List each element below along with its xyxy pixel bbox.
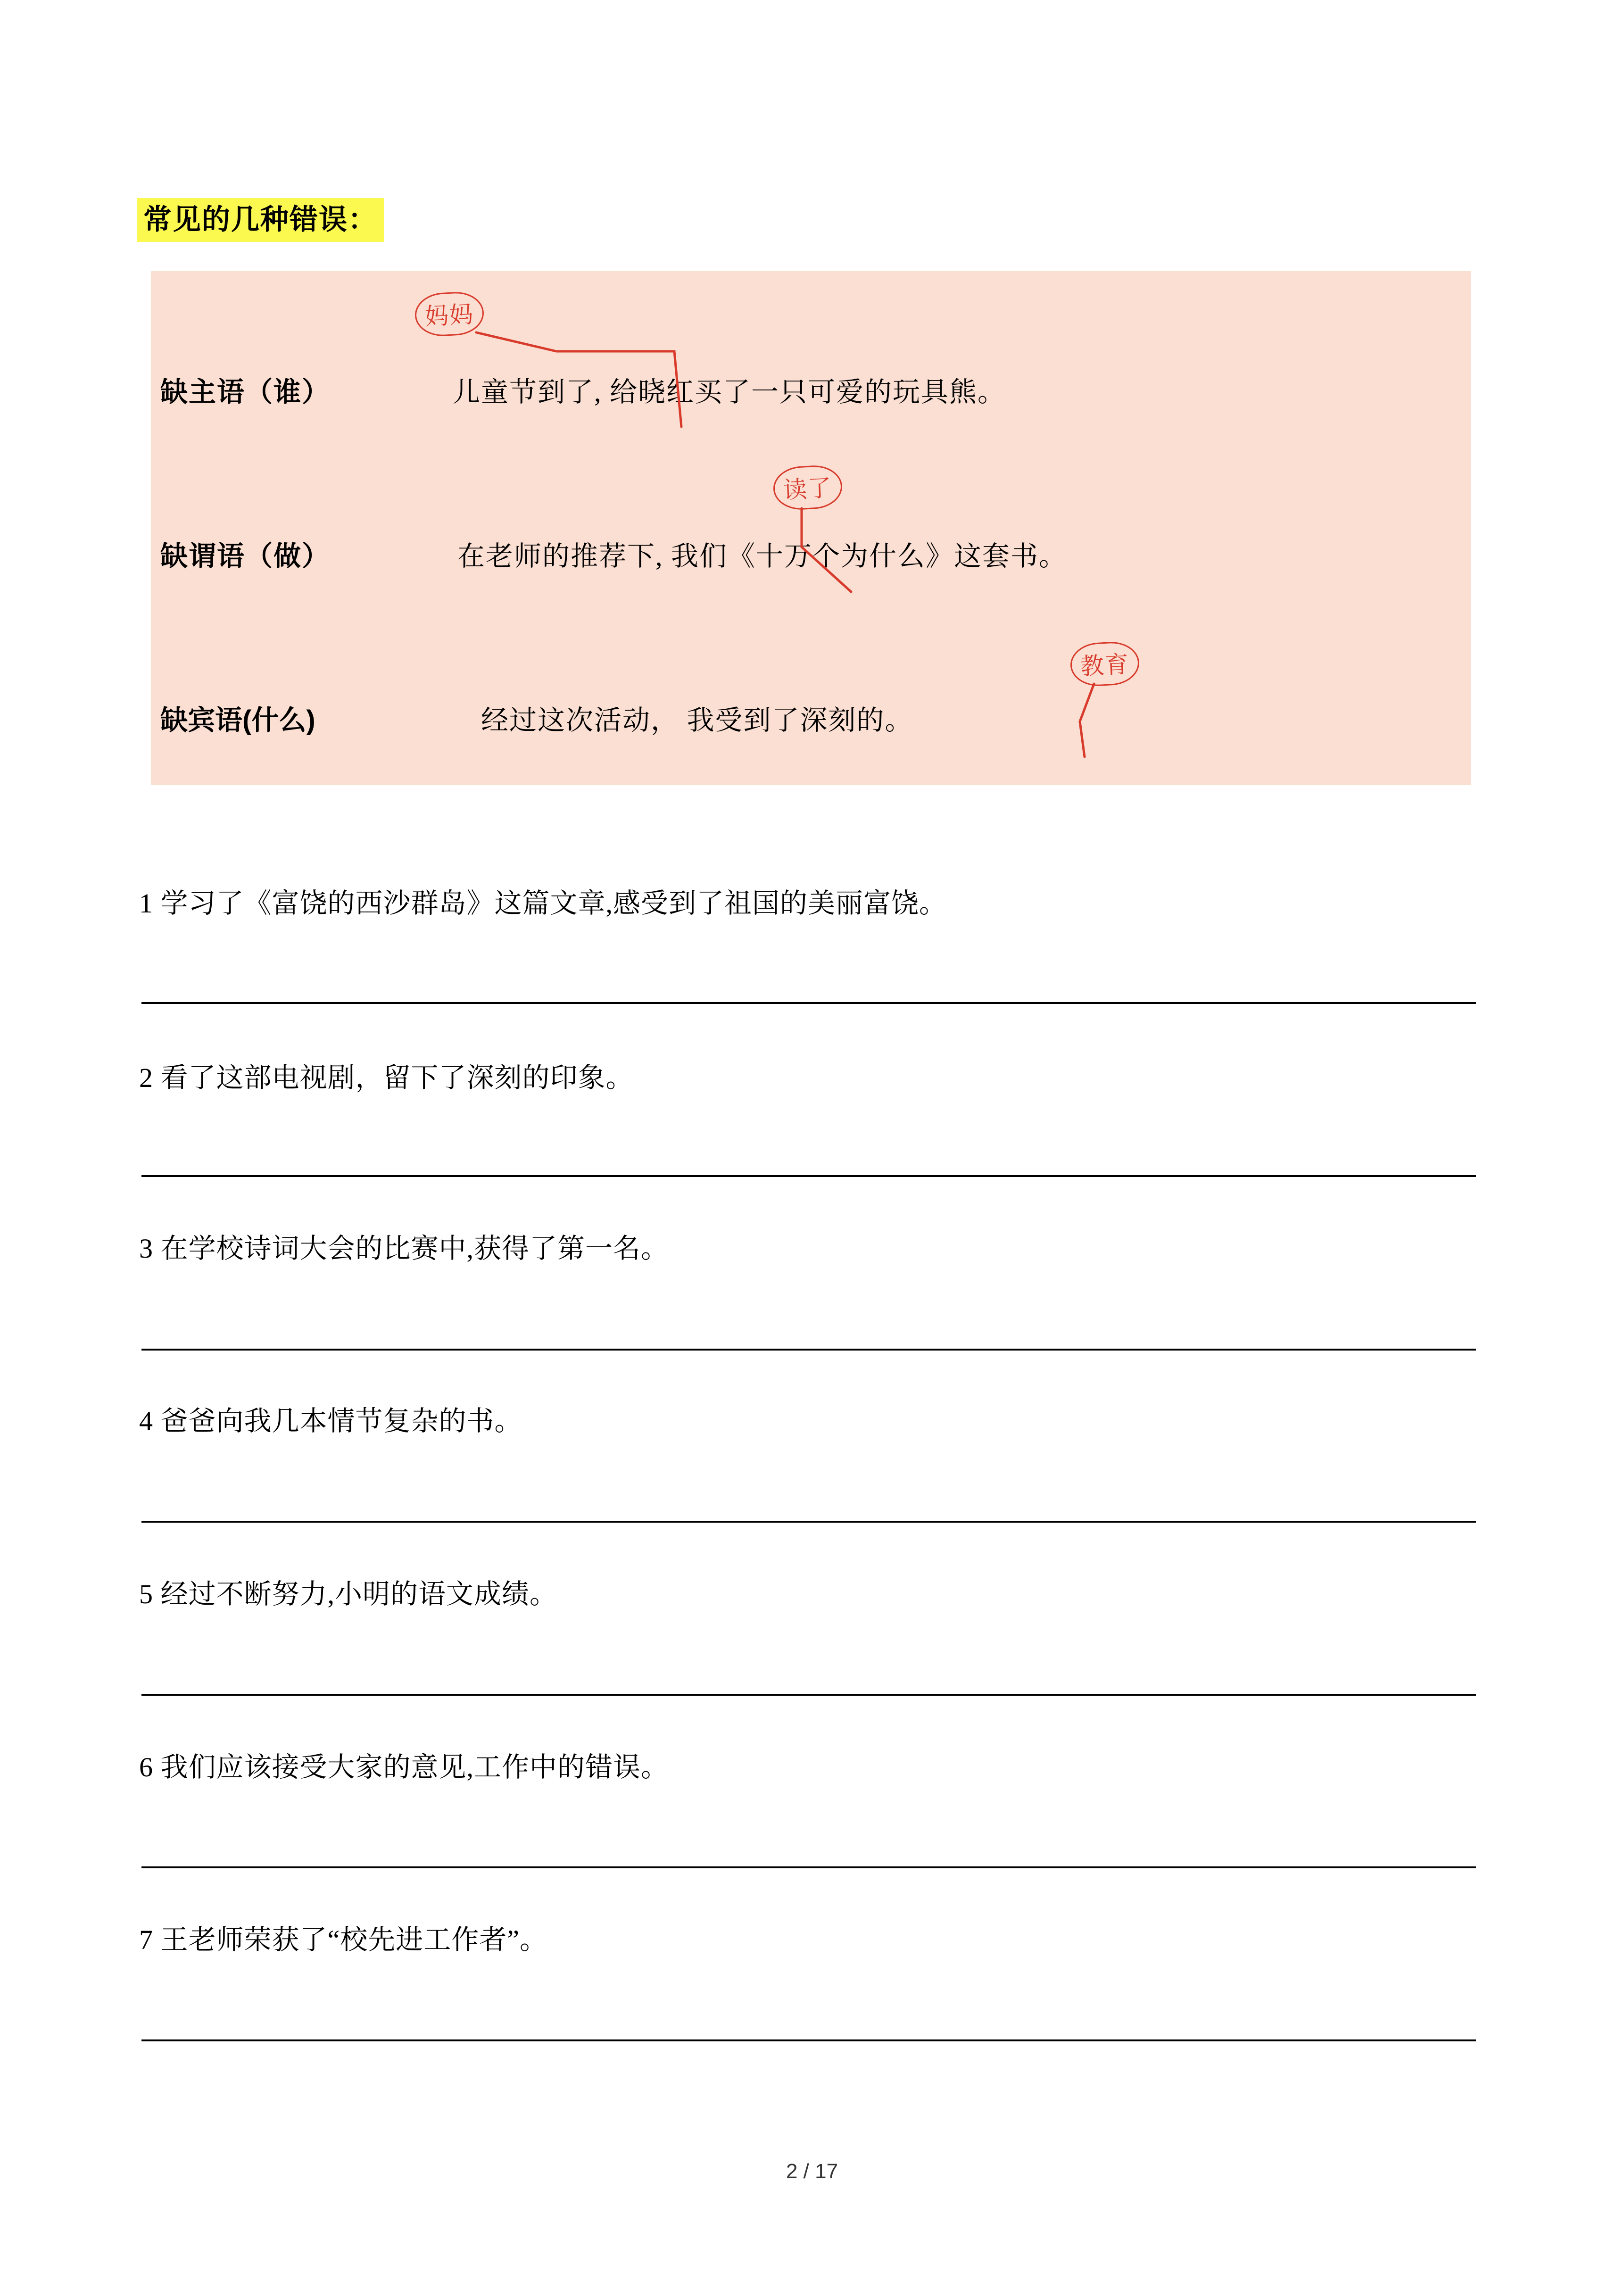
- examples-box: [151, 271, 1471, 785]
- annotation-text: 妈妈: [414, 290, 485, 338]
- question-item: 1 学习了《富饶的西沙群岛》这篇文章,感受到了祖国的美丽富饶。: [139, 888, 947, 919]
- answer-line: [141, 1002, 1476, 1004]
- answer-line: [141, 2039, 1476, 2041]
- section-heading: 常见的几种错误：: [137, 198, 384, 242]
- section-heading-wrapper: [137, 198, 384, 242]
- answer-line: [141, 1866, 1476, 1868]
- question-item: 5 经过不断努力,小明的语文成绩。: [139, 1579, 558, 1609]
- answer-line: [141, 1349, 1476, 1351]
- question-item: 7 王老师荣获了“校先进工作者”。: [139, 1924, 547, 1955]
- answer-line: [141, 1521, 1476, 1523]
- annotation-bubble: [773, 466, 842, 509]
- answer-line: [141, 1175, 1476, 1177]
- question-item: 4 爸爸向我几本情节复杂的书。: [139, 1406, 522, 1436]
- annotation-text: 教育: [1069, 640, 1141, 688]
- example-label: 缺谓语（做）: [160, 541, 331, 572]
- question-item: 3 在学校诗词大会的比赛中,获得了第一名。: [139, 1233, 669, 1264]
- question-item: 6 我们应该接受大家的意见,工作中的错误。: [139, 1752, 669, 1782]
- example-label: 缺主语（谁）: [160, 377, 331, 407]
- annotation-bubble: [1070, 642, 1139, 686]
- example-sentence: 在老师的推荐下, 我们《十万个为什么》这套书。: [457, 541, 1068, 572]
- answer-line: [141, 1694, 1476, 1696]
- annotation-text: 读了: [772, 464, 844, 511]
- example-label: 缺宾语(什么): [160, 705, 315, 736]
- example-sentence: 儿童节到了, 给晓红买了一只可爱的玩具熊。: [453, 377, 1006, 407]
- page-number: 2 / 17: [786, 2160, 838, 2183]
- annotation-bubble: [415, 292, 484, 336]
- question-item: 2 看了这部电视剧，留下了深刻的印象。: [139, 1062, 634, 1093]
- example-sentence: 经过这次活动， 我受到了深刻的。: [481, 705, 913, 736]
